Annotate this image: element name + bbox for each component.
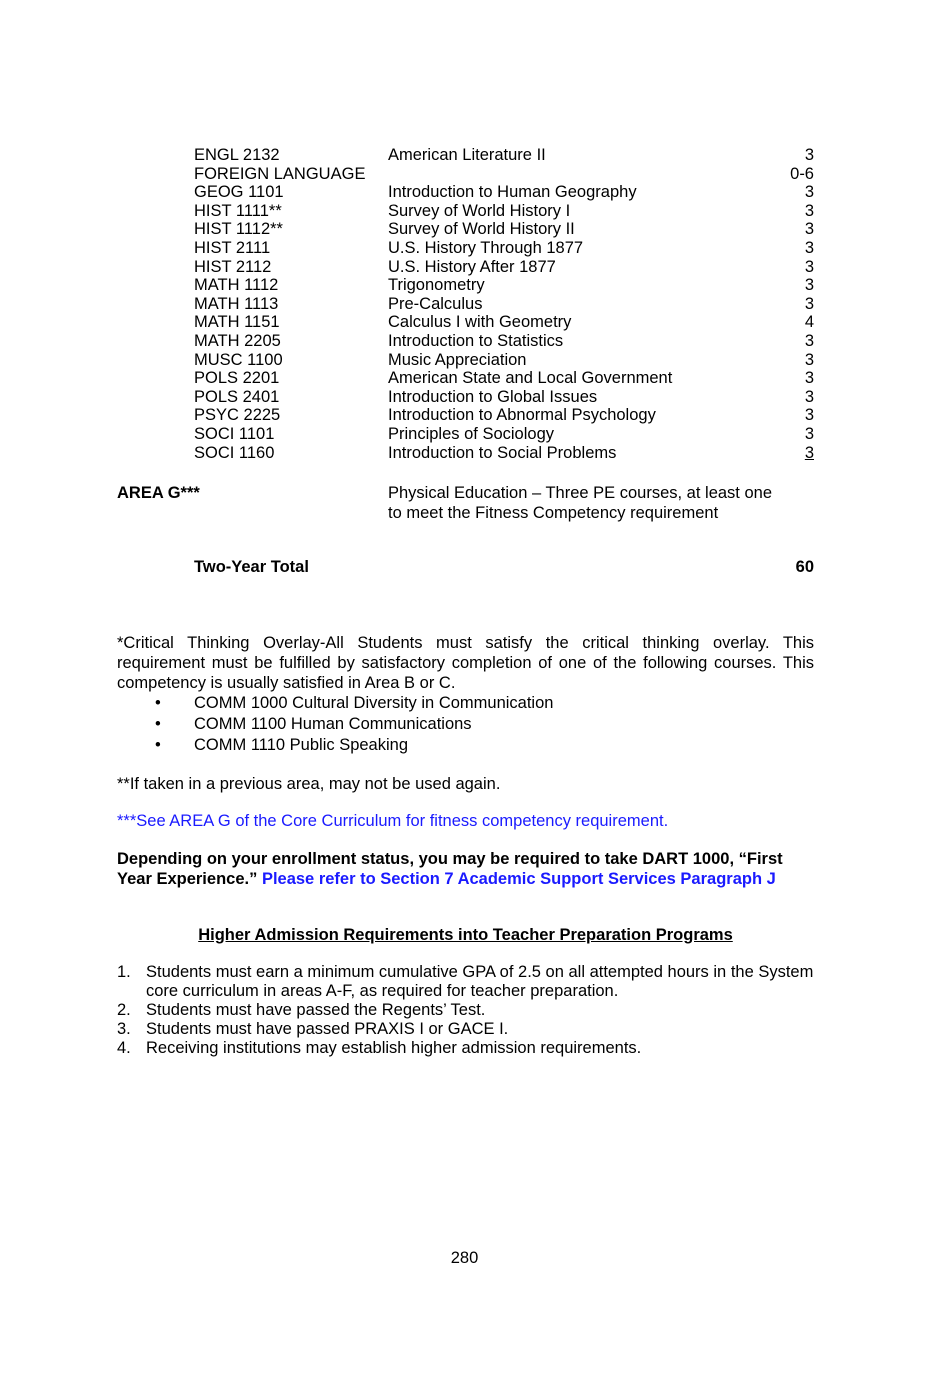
course-code: PSYC 2225 [194, 406, 281, 425]
course-title: Introduction to Global Issues [388, 387, 598, 406]
course-code: MUSC 1100 [194, 350, 283, 369]
list-number: 1. [117, 963, 131, 981]
course-hours: 3 [804, 183, 814, 202]
course-code: POLS 2401 [194, 387, 280, 406]
double-star-note: **If taken in a previous area, may not be used again. [117, 775, 501, 793]
course-hours: 3 [804, 443, 814, 462]
course-title: Trigonometry [388, 276, 485, 295]
course-row [194, 406, 814, 425]
area-g-fitness-note-link[interactable]: ***See AREA G of the Core Curriculum for fitness competency requirement. [117, 812, 669, 830]
course-code: GEOG 1101 [194, 183, 284, 202]
critical-thinking-paragraph: *Critical Thinking Overlay-All Students must satisfy the critical thinking overlay. This requirement must be fulfilled by satisfactory completion of one of the following courses. This competency is usually satisfied in Area B or C. [117, 634, 814, 692]
course-hours: 3 [804, 331, 814, 350]
list-item-text: Students must earn a minimum cumulative GPA of 2.5 on all attempted hours in the System core curriculum in areas A-F, as required for teacher preparation. [146, 963, 814, 1000]
course-code: MATH 1113 [194, 294, 279, 313]
page-number: 280 [450, 1249, 479, 1267]
course-code: SOCI 1101 [194, 424, 275, 443]
course-hours: 0-6 [790, 164, 814, 183]
course-hours: 3 [804, 276, 814, 295]
course-hours: 3 [804, 257, 814, 276]
critical-thinking-course-list [117, 693, 814, 756]
course-row [194, 146, 814, 165]
course-title: U.S. History Through 1877 [388, 238, 584, 257]
course-hours: 3 [804, 406, 814, 425]
course-hours: 3 [804, 424, 814, 443]
list-item [117, 714, 814, 735]
admission-requirements-list [117, 963, 814, 1058]
course-row [194, 220, 814, 239]
course-title: Calculus I with Geometry [388, 313, 572, 332]
academic-support-link[interactable]: Please refer to Section 7 Academic Support Services Paragraph J [261, 870, 776, 888]
course-code: MATH 1151 [194, 313, 280, 332]
course-title: Introduction to Social Problems [388, 443, 617, 462]
course-hours: 3 [804, 387, 814, 406]
section-heading: Higher Admission Requirements into Teacher Preparation Programs [198, 926, 733, 944]
course-row [194, 165, 814, 184]
area-g-label: AREA G*** [117, 484, 200, 502]
course-code: FOREIGN LANGUAGE [194, 164, 366, 183]
dart-text: Depending on your enrollment status, you may be required to take DART 1000, “First Year Experience.” [117, 850, 783, 888]
list-number: 3. [117, 1020, 131, 1038]
course-code: MATH 2205 [194, 331, 281, 350]
course-code: ENGL 2132 [194, 146, 280, 164]
area-g-description: Physical Education – Three PE courses, at least one to meet the Fitness Competency requirement [388, 484, 772, 522]
course-title: Pre-Calculus [388, 294, 483, 313]
course-title: American State and Local Government [388, 369, 673, 388]
course-title: U.S. History After 1877 [388, 257, 556, 276]
list-item-text: Students must have passed the Regents’ Test. [146, 1001, 486, 1019]
list-item-text: COMM 1110 Public Speaking [194, 736, 408, 754]
course-hours: 3 [804, 201, 814, 220]
two-year-total-label: Two-Year Total [194, 558, 309, 576]
bullet-icon: • [155, 715, 161, 733]
course-hours: 4 [804, 313, 814, 332]
dart-requirement-paragraph [117, 849, 817, 889]
list-item [117, 1020, 814, 1039]
course-row [194, 313, 814, 332]
course-hours: 3 [804, 350, 814, 369]
course-title: Introduction to Statistics [388, 331, 564, 350]
course-code: POLS 2201 [194, 369, 280, 388]
course-code: HIST 2111 [194, 238, 271, 257]
list-item [117, 693, 814, 714]
course-row [194, 295, 814, 314]
course-code: SOCI 1160 [194, 443, 275, 462]
course-title: Introduction to Human Geography [388, 183, 637, 202]
course-row [194, 258, 814, 277]
list-item-text: COMM 1000 Cultural Diversity in Communication [194, 694, 554, 712]
course-row [194, 388, 814, 407]
list-item-text: COMM 1100 Human Communications [194, 715, 472, 733]
course-table [194, 146, 814, 462]
course-title: Survey of World History I [388, 201, 571, 220]
list-item-text: Receiving institutions may establish higher admission requirements. [146, 1039, 642, 1057]
course-hours: 3 [804, 369, 814, 388]
course-row [194, 239, 814, 258]
course-code: HIST 1112** [194, 220, 283, 239]
list-item [117, 1001, 814, 1020]
list-number: 2. [117, 1001, 131, 1019]
list-item-text: Students must have passed PRAXIS I or GACE I. [146, 1020, 509, 1038]
course-code: HIST 1111** [194, 201, 282, 220]
course-title: Music Appreciation [388, 350, 527, 369]
course-hours: 3 [804, 238, 814, 257]
course-title: Principles of Sociology [388, 424, 554, 443]
course-row [194, 425, 814, 444]
course-hours: 3 [804, 146, 814, 164]
course-code: HIST 2112 [194, 257, 272, 276]
course-row [194, 202, 814, 221]
course-row [194, 183, 814, 202]
list-item [117, 1039, 814, 1058]
list-number: 4. [117, 1039, 131, 1057]
bullet-icon: • [155, 694, 161, 712]
course-title: Survey of World History II [388, 220, 575, 239]
course-row [194, 276, 814, 295]
course-hours: 3 [804, 220, 814, 239]
course-code: MATH 1112 [194, 276, 279, 295]
course-row [194, 351, 814, 370]
bullet-icon: • [155, 736, 161, 754]
course-title: Introduction to Abnormal Psychology [388, 406, 656, 425]
course-row [194, 444, 814, 463]
course-row [194, 332, 814, 351]
list-item [117, 735, 814, 756]
course-row [194, 369, 814, 388]
course-title: American Literature II [388, 146, 546, 164]
two-year-total-value: 60 [795, 558, 814, 576]
list-item [117, 963, 814, 1001]
course-hours: 3 [804, 294, 814, 313]
